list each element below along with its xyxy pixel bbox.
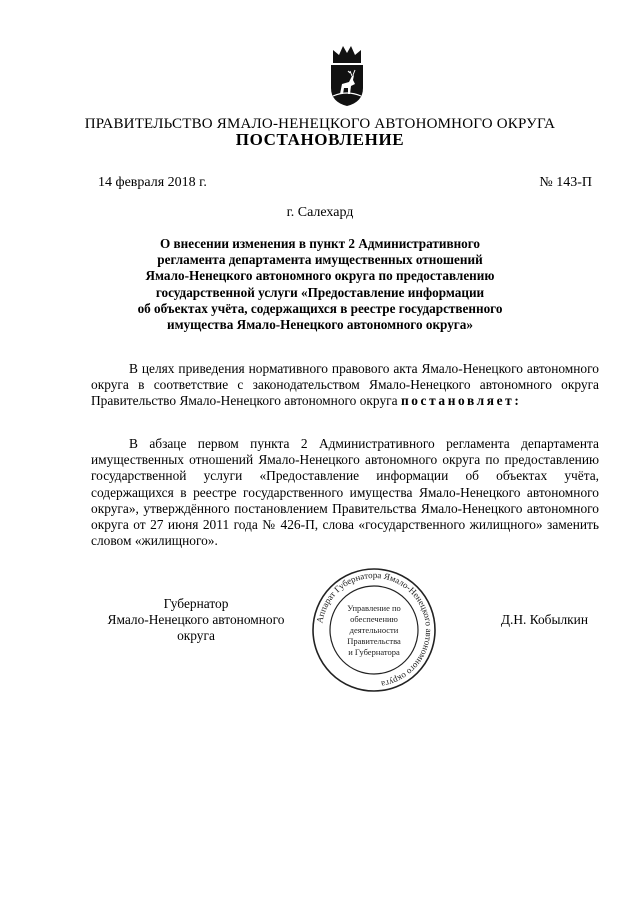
document-type: ПОСТАНОВЛЕНИЕ [235, 130, 405, 149]
signatory-title-line2: Ямало-Ненецкого автономного округа [107, 612, 285, 644]
government-title: ПРАВИТЕЛЬСТВО ЯМАЛО-НЕНЕЦКОГО АВТОНОМНОГО ОКРУГА [84, 116, 556, 132]
subject-line: об объектах учёта, содержащихся в реестре государственного [137, 300, 503, 316]
stamp-line: Правительства [347, 636, 401, 646]
signatory-name: Д.Н. Кобылкин [500, 612, 588, 627]
subject-line: государственной услуги «Предоставление информации [155, 284, 485, 300]
document-city: г. Салехард [286, 205, 354, 220]
amendment-paragraph: В абзаце первом пункта 2 Административного регламента департамента имущественных отношений Ямало-Ненецкого автономного округа по предоставлению государственной услуги «Предоставление информации об объектах учёта, содержащихся в реестре государственного имущества Ямало-Ненецкого автономного округа», утверждённого постановлением Правительства Ямало-Ненецкого автономного округа от 27 июня 2011 года № 426-П, слова «государственного жилищного» заменить словом «жилищного». [91, 436, 599, 549]
subject-line: О внесении изменения в пункт 2 Административного [159, 236, 481, 251]
subject-line: регламента департамента имущественных отношений [157, 252, 483, 268]
document-date: 14 февраля 2018 г. [98, 175, 207, 190]
stamp-ring-text: Аппарат Губернатора Ямало-Ненецкого автономного округа [314, 569, 435, 690]
yamal-coat-of-arms-icon [325, 44, 369, 108]
stamp-line: деятельности [349, 625, 399, 635]
preamble-paragraph [91, 361, 599, 410]
signatory-title-line1: Губернатор [163, 596, 229, 611]
preamble-text: В целях приведения нормативного правового акта Ямало-Ненецкого автономного округа в соответствие с законодательством Ямало-Ненецкого автономного округа Правительство Ямало-Ненецкого автономного округа [91, 361, 599, 409]
signatory-title [91, 596, 301, 645]
stamp-line: и Губернатора [348, 647, 400, 657]
subject-line: имущества Ямало-Ненецкого автономного округа» [167, 317, 473, 333]
stamp-line: Управление по [347, 603, 401, 613]
resolution-verb: постановляет: [400, 393, 522, 409]
document-subject [120, 236, 520, 333]
official-stamp [310, 566, 438, 694]
subject-line: Ямало-Ненецкого автономного округа по предоставлению [145, 268, 495, 284]
document-number: № 143-П [539, 175, 592, 190]
stamp-line: обеспечению [350, 614, 398, 624]
